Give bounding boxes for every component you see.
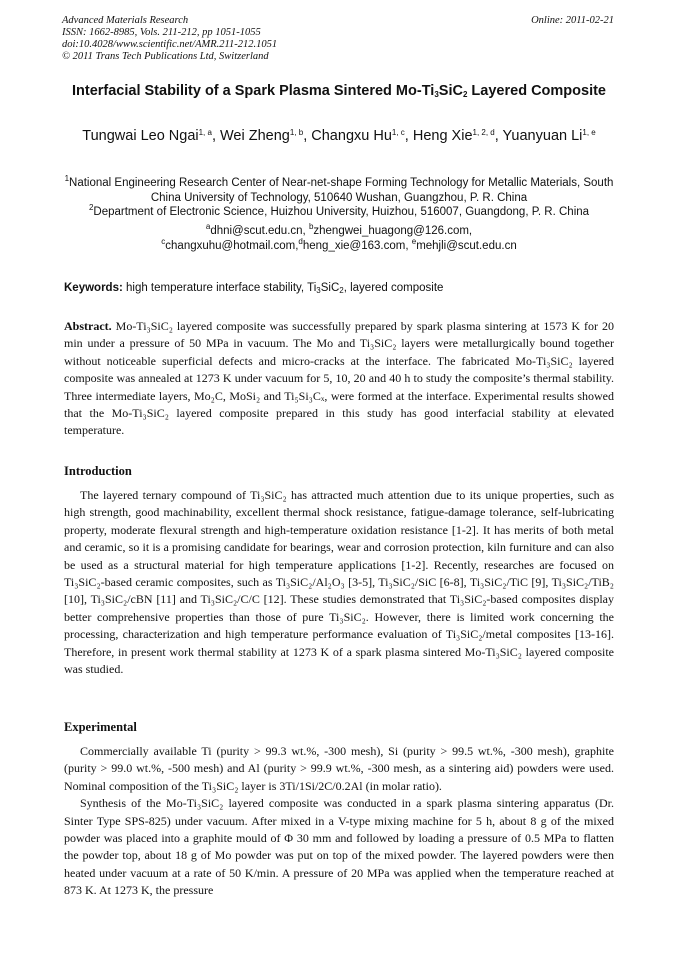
email-link[interactable]: zhengwei_huagong@126.com, bbox=[313, 225, 473, 237]
title-sub: 3 bbox=[434, 90, 439, 99]
email-link[interactable]: mehjli@scut.edu.cn bbox=[416, 240, 517, 252]
affil-text: National Engineering Research Center of Near-net-shape Forming Technology for Metallic Materials, South China University of Technology, 510640 Wushan, Guangzhou, P. R. China bbox=[69, 177, 614, 204]
experimental-heading: Experimental bbox=[64, 720, 137, 734]
abstract-label: Abstract. bbox=[64, 319, 112, 333]
online-date: Online: 2011-02-21 bbox=[531, 15, 614, 26]
author-name: Tungwai Leo Ngai bbox=[82, 128, 199, 144]
author-affil-mark: 1, 2, d bbox=[472, 128, 495, 137]
affiliation-2 bbox=[64, 205, 614, 220]
paper-title bbox=[70, 82, 608, 101]
author-affil-mark: 1, c bbox=[391, 128, 405, 137]
email-line-2 bbox=[64, 239, 614, 254]
abstract-text: Mo-Ti₃SiC₂ layered composite was successfully prepared by spark plasma sintering at 1573 K for 20 min under a pressure of 50 MPa in vacuum. The Mo and Ti₃SiC₂ layers were metallurgically bound together without noticeable superficial defects and micro-cracks at the interface. The fabricated Mo-Ti₃SiC₂ layered composite was annealed at 1273 K under vacuum for 5, 10, 20 and 40 h to study the composite’s thermal stability. Three intermediate layers, Mo₂C, MoSi₂ and Ti₅Si₃Cₓ, were formed at the interface. Experimental results showed that the Mo-Ti₃SiC₂ layered composite prepared in this study has good interfacial stability at elevated temperature. bbox=[64, 319, 614, 438]
affil-mark: 2 bbox=[88, 203, 94, 212]
title-part: Layered Composite bbox=[467, 83, 606, 99]
keywords-label: Keywords: bbox=[64, 282, 123, 294]
email-list bbox=[64, 224, 614, 254]
experimental-body bbox=[64, 743, 614, 900]
title-sub: 2 bbox=[462, 90, 468, 99]
affil-mark: 1 bbox=[64, 174, 70, 183]
experimental-paragraph-2: Synthesis of the Mo-Ti₃SiC₂ layered composite was conducted in a spark plasma sintering apparatus (Dr. Sinter Type SPS-825) under vacuum. After mixed in a V-type mixing machine for 5 h, about 8 g of the mixed powder was placed into a graphite mould of Φ 30 mm and followed by loading a pressure of 0.5 MPa to flatten the powder top, about 18 g of Mo powder was put on top of the mixed powder. The layered powders were then heated under vacuum at a rate of 50 K/min. A pressure of 20 MPa was applied when the temperature reached at 873 K. At 1273 K, the pressure bbox=[64, 796, 614, 898]
email-mark: c bbox=[161, 237, 166, 246]
introduction-paragraph: The layered ternary compound of Ti₃SiC₂ has attracted much attention due to its unique properties, such as high strength, good machinability, excellent thermal shock resistance, fatigue-damage tolerance, self-lubricating property, moderate flexural strength and high-temperature oxidation resistance [1-2]. It has merits of both metal and ceramic, so it is a promising candidate for bearings, wear and corrosion protection, kiln furniture and can also be used as a structural material for high temperature applications [1-2]. Recently, researches are focused on Ti₃SiC₂-based ceramic composites, such as Ti₃SiC₂/Al₂O₃ [3-5], Ti₃SiC₂/SiC [6-8], Ti₃SiC₂/TiC [9], Ti₃SiC₂/TiB₂ [10], Ti₃SiC₂/cBN [11] and Ti₃SiC₂/C/C [12]. These studies demonstrated that Ti₃SiC₂-based composites display better comprehensive properties than those of pure Ti₃SiC₂. However, there is limited work concerning the processing, characterization and high temperature performance evaluation of Ti₃SiC₂/metal composites [13-16]. Therefore, in present work thermal stability at 1273 K of a spark plasma sintered Mo-Ti₃SiC₂ layered composite was studied. bbox=[64, 488, 614, 677]
abstract bbox=[64, 318, 614, 440]
author-name: , Heng Xie bbox=[404, 128, 473, 144]
affil-text: Department of Electronic Science, Huizhou University, Huizhou, 516007, Guangdong, P. R. China bbox=[93, 206, 590, 218]
issn-line: ISSN: 1662-8985, Vols. 211-212, pp 1051-1055 bbox=[62, 27, 261, 38]
affiliations bbox=[64, 176, 614, 220]
affiliation-1 bbox=[64, 176, 614, 205]
author-affil-mark: 1, e bbox=[582, 128, 596, 137]
experimental-paragraph-1: Commercially available Ti (purity > 99.3 wt.%, -300 mesh), Si (purity > 99.5 wt.%, -300 mesh), graphite (purity > 99.0 wt.%, -500 mesh) and Al (purity > 99.9 wt.%, -300 mesh, as a sintering aid) powders were used. Nominal composition of the Ti₃SiC₂ layer is 3Ti/1Si/2C/0.2Al (in molar ratio). bbox=[64, 744, 614, 793]
doi-line: doi:10.4028/www.scientific.net/AMR.211-212.1051 bbox=[62, 39, 278, 50]
author-affil-mark: 1, a bbox=[198, 128, 212, 137]
title-part: SiC bbox=[438, 83, 463, 99]
author-name: , Changxu Hu bbox=[303, 128, 392, 144]
keywords-text: high temperature interface stability, Ti bbox=[122, 282, 317, 294]
keywords: Keywords: high temperature interface stability, $Ti_3SiC_2$, layered composite bbox=[64, 282, 444, 295]
introduction-body bbox=[64, 487, 614, 678]
email-mark: a bbox=[205, 222, 211, 231]
author-affil-mark: 1, b bbox=[289, 128, 304, 137]
introduction-heading: Introduction bbox=[64, 464, 132, 478]
email-mark: b bbox=[308, 222, 314, 231]
author-name: , Yuanyuan Li bbox=[494, 128, 583, 144]
author-name: , Wei Zheng bbox=[211, 128, 290, 144]
journal-header bbox=[62, 15, 277, 63]
email-link[interactable]: dhni@scut.edu.cn, bbox=[210, 225, 309, 237]
keywords-text: , layered composite bbox=[343, 282, 444, 294]
title-part: Interfacial Stability of a Spark Plasma Sintered Mo-Ti bbox=[71, 83, 435, 99]
journal-name: Advanced Materials Research bbox=[62, 15, 189, 26]
email-mark: e bbox=[411, 237, 417, 246]
email-line-1 bbox=[64, 224, 614, 239]
email-link[interactable]: changxuhu@hotmail.com, bbox=[165, 240, 299, 252]
email-link[interactable]: heng_xie@163.com, bbox=[302, 240, 412, 252]
keywords-text: SiC bbox=[320, 282, 340, 294]
copyright-line: © 2011 Trans Tech Publications Ltd, Switzerland bbox=[62, 51, 269, 62]
email-mark: d bbox=[298, 237, 303, 246]
author-list bbox=[70, 126, 608, 146]
